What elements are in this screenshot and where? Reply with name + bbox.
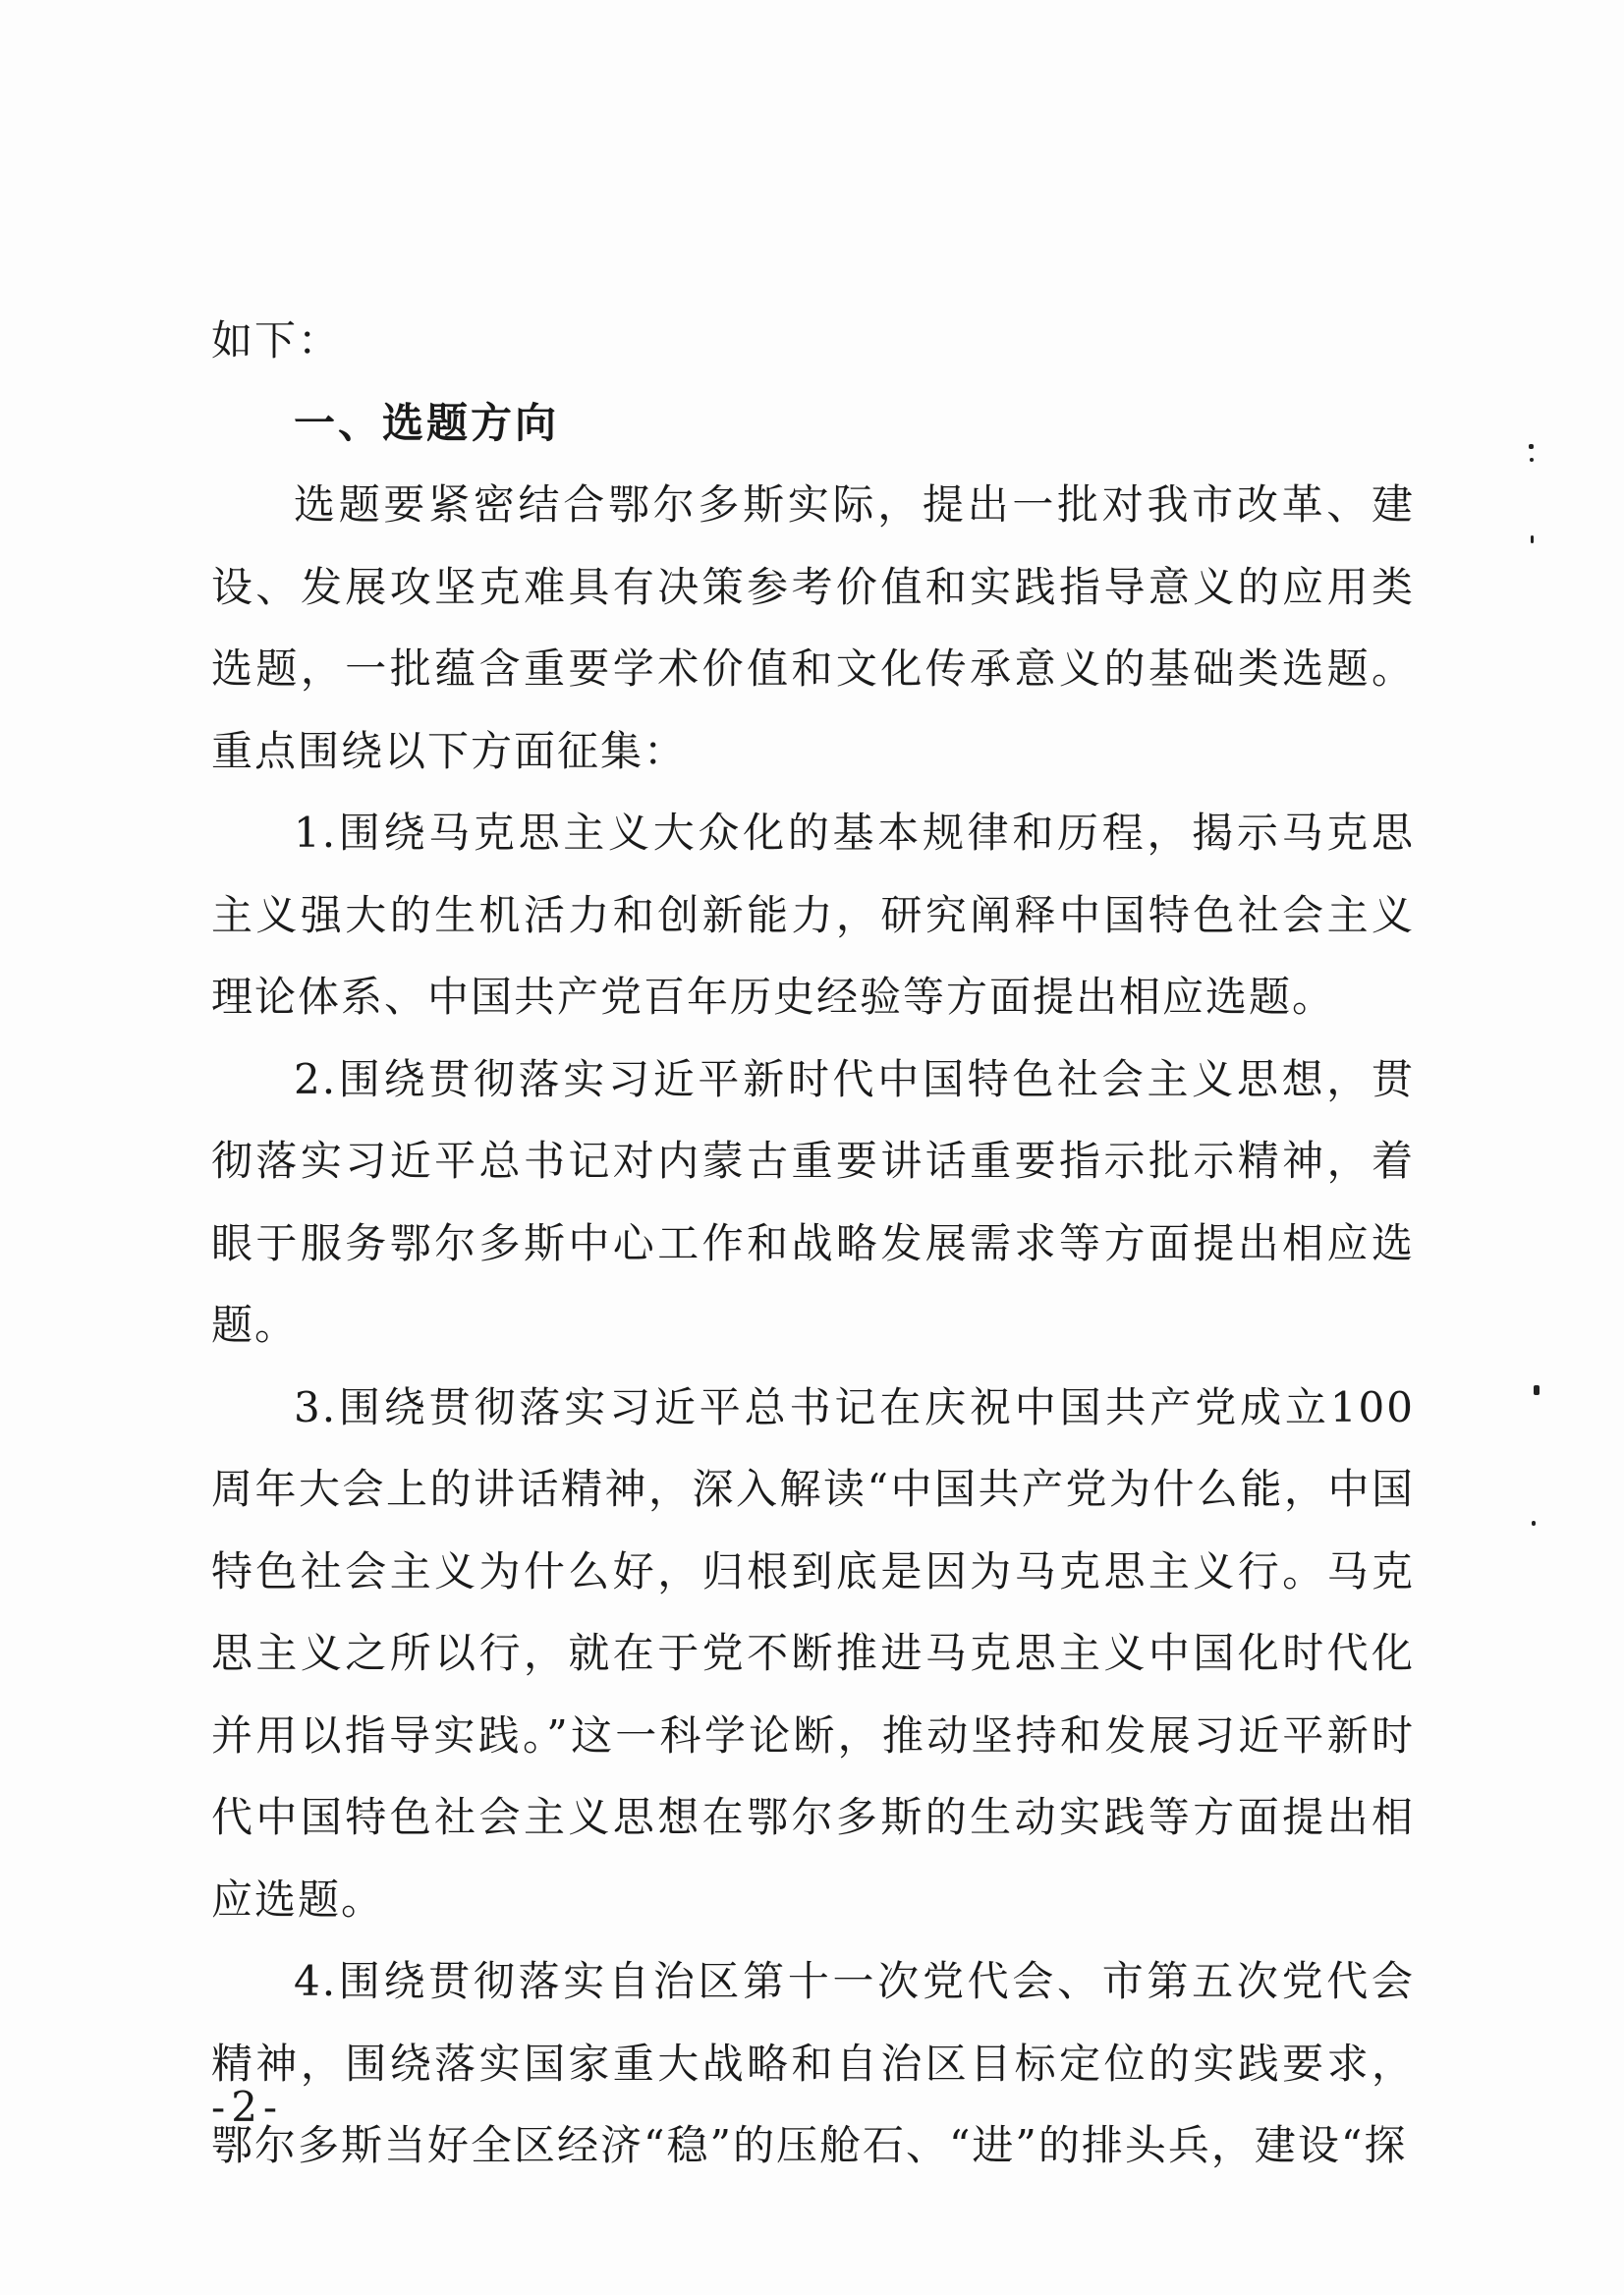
paragraph-item-4: 4.围绕贯彻落实自治区第十一次党代会、市第五次党代会精神，围绕落实国家重大战略和自治区目标定位的实践要求，鄂尔多斯当好全区经济“稳”的压舱石、“进”的排头兵，建设“探 (211, 1957, 1415, 2169)
paragraph-item-3: 3.围绕贯彻落实习近平总书记在庆祝中国共产党成立100周年大会上的讲话精神，深入解读“中国共产党为什么能，中国特色社会主义为什么好，归根到底是因为马克思主义行。马克思主义之所以行，就在于党不断推进马克思主义中国化时代化并用以指导实践。”这一科学论断，推动坚持和发展习近平新时代中国特色社会主义思想在鄂尔多斯的生动实践等方面提出相应选题。 (211, 1382, 1415, 1924)
section-heading: 一、选题方向 (294, 398, 560, 447)
intro-line: 如下： (211, 316, 342, 364)
document-body (211, 300, 1415, 2187)
page-number: -2- (211, 2083, 284, 2131)
scan-speck (1530, 458, 1534, 462)
scan-speck (1529, 444, 1534, 449)
scan-speck (1532, 1521, 1536, 1526)
paragraph-selection-direction: 选题要紧密结合鄂尔多斯实际，提出一批对我市改革、建设、发展攻坚克难具有决策参考价值和实践指导意义的应用类选题，一批蕴含重要学术价值和文化传承意义的基础类选题。重点围绕以下方面征集： (211, 480, 1415, 775)
scan-speck (1534, 1385, 1540, 1395)
paragraph-item-1: 1.围绕马克思主义大众化的基本规律和历程，揭示马克思主义强大的生机活力和创新能力，研究阐释中国特色社会主义理论体系、中国共产党百年历史经验等方面提出相应选题。 (211, 809, 1415, 1021)
paragraph-item-2: 2.围绕贯彻落实习近平新时代中国特色社会主义思想，贯彻落实习近平总书记对内蒙古重要讲话重要指示批示精神，着眼于服务鄂尔多斯中心工作和战略发展需求等方面提出相应选题。 (211, 1054, 1415, 1349)
scan-speck (1531, 535, 1534, 543)
